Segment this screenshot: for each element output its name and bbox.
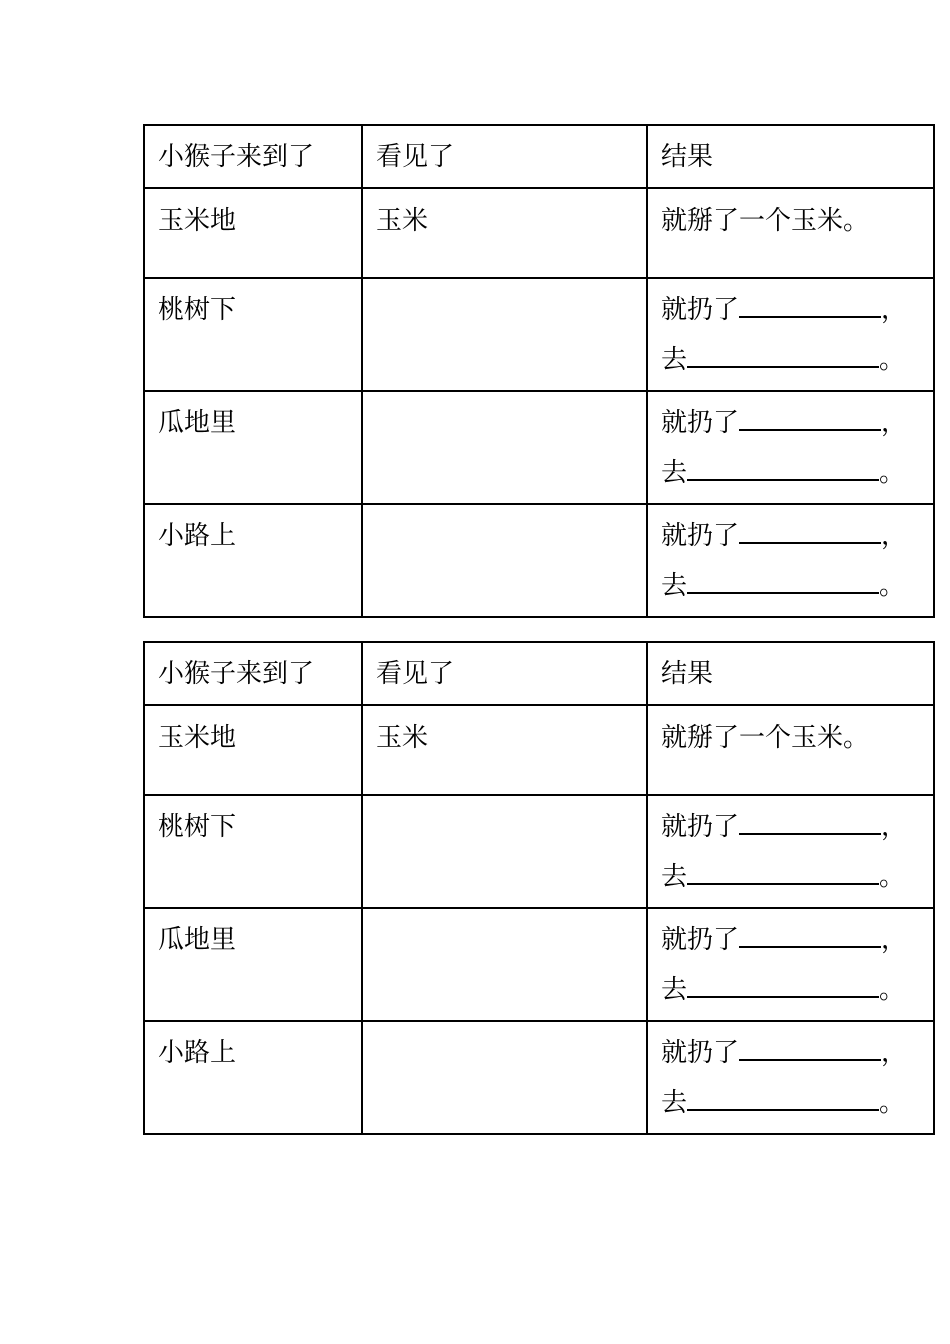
result-prefix: 就扔了 [661,295,740,325]
table-header-row [144,642,934,705]
comma: ， [881,1038,908,1068]
comma: ， [881,295,908,325]
seen-answer-cell[interactable] [362,908,647,1021]
table-header-row [144,125,934,188]
result-prefix: 去 [661,458,688,488]
answer-blank[interactable] [739,811,881,835]
place-cell: 瓜地里 [144,908,362,1021]
table-row [144,391,934,504]
place-cell: 桃树下 [144,278,362,391]
period: 。 [879,345,906,375]
table-row [144,278,934,391]
seen-answer-cell[interactable] [362,1021,647,1134]
result-prefix: 就扔了 [661,925,740,955]
result-line-1 [661,915,933,965]
result-cell: 就掰了一个玉米。 [647,188,934,278]
comma: ， [881,925,908,955]
result-cell [647,391,934,504]
seen-answer-cell[interactable] [362,504,647,617]
result-prefix: 去 [661,1088,688,1118]
table-row [144,504,934,617]
seen-answer-cell[interactable] [362,795,647,908]
result-cell: 就掰了一个玉米。 [647,705,934,795]
seen-cell: 玉米 [362,705,647,795]
period: 。 [879,571,906,601]
result-line-2 [661,448,933,498]
place-cell: 小路上 [144,504,362,617]
result-cell [647,278,934,391]
header-place: 小猴子来到了 [144,125,362,188]
result-prefix: 就扔了 [661,521,740,551]
result-prefix: 去 [661,571,688,601]
result-line-1 [661,802,933,852]
comma: ， [881,812,908,842]
worksheet-table-1 [143,124,935,618]
result-line-1 [661,285,933,335]
result-line-2 [661,561,933,611]
result-prefix: 就扔了 [661,812,740,842]
answer-blank[interactable] [687,861,879,885]
answer-blank[interactable] [687,570,879,594]
result-line-2 [661,335,933,385]
period: 。 [879,975,906,1005]
result-cell [647,908,934,1021]
place-cell: 玉米地 [144,705,362,795]
period: 。 [879,458,906,488]
comma: ， [881,521,908,551]
seen-answer-cell[interactable] [362,391,647,504]
answer-blank[interactable] [687,1087,879,1111]
result-prefix: 去 [661,975,688,1005]
answer-blank[interactable] [739,520,881,544]
table-row [144,908,934,1021]
header-place: 小猴子来到了 [144,642,362,705]
result-line-2 [661,852,933,902]
place-cell: 桃树下 [144,795,362,908]
result-line-1 [661,511,933,561]
result-line-2 [661,1078,933,1128]
result-prefix: 就扔了 [661,1038,740,1068]
worksheet-table-2 [143,641,935,1135]
result-line-2 [661,965,933,1015]
result-cell [647,504,934,617]
result-line-1 [661,398,933,448]
seen-answer-cell[interactable] [362,278,647,391]
seen-cell: 玉米 [362,188,647,278]
result-prefix: 就扔了 [661,408,740,438]
answer-blank[interactable] [687,457,879,481]
answer-blank[interactable] [739,294,881,318]
header-seen: 看见了 [362,642,647,705]
period: 。 [879,1088,906,1118]
result-cell [647,795,934,908]
answer-blank[interactable] [687,344,879,368]
header-seen: 看见了 [362,125,647,188]
result-prefix: 去 [661,345,688,375]
place-cell: 玉米地 [144,188,362,278]
place-cell: 瓜地里 [144,391,362,504]
place-cell: 小路上 [144,1021,362,1134]
period: 。 [879,862,906,892]
answer-blank[interactable] [739,924,881,948]
result-line-1 [661,1028,933,1078]
result-cell [647,1021,934,1134]
header-result: 结果 [647,125,934,188]
result-prefix: 去 [661,862,688,892]
table-row [144,705,934,795]
table-row [144,795,934,908]
header-result: 结果 [647,642,934,705]
answer-blank[interactable] [687,974,879,998]
table-row [144,188,934,278]
answer-blank[interactable] [739,1037,881,1061]
table-row [144,1021,934,1134]
comma: ， [881,408,908,438]
answer-blank[interactable] [739,407,881,431]
